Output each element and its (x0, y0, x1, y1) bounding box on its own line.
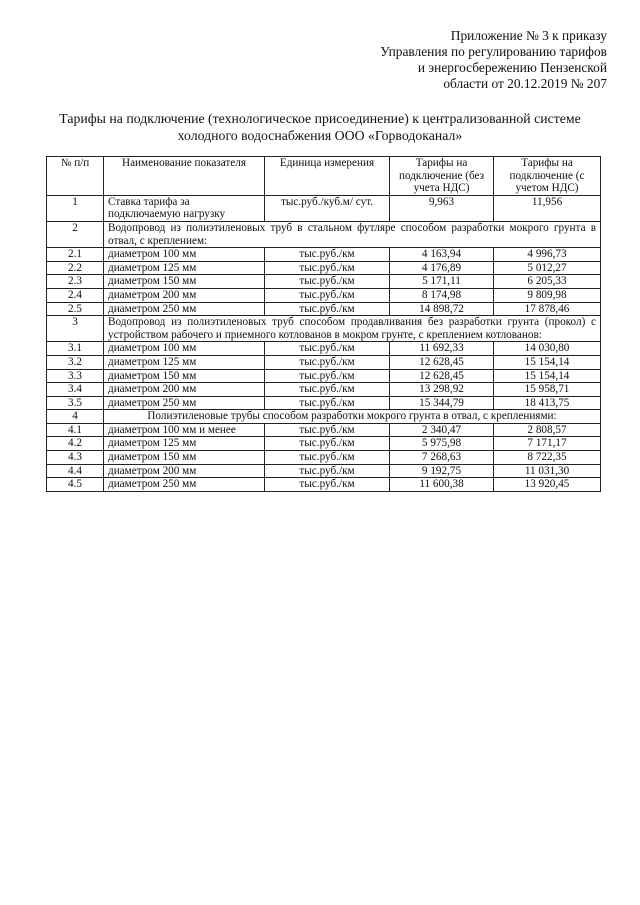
table-row (47, 195, 601, 221)
row-unit: тыс.руб./куб.м/ сут. (265, 195, 390, 221)
row-name: диаметром 125 мм (104, 261, 265, 275)
row-with-vat: 5 012,27 (494, 261, 601, 275)
row-unit: тыс.руб./км (265, 423, 390, 437)
group-title: Водопровод из полиэтиленовых труб в стальном футляре способом разработки мокрого грунта в отвал, с креплением: (104, 221, 601, 247)
row-num: 4.2 (47, 437, 104, 451)
appendix-line: и энергосбережению Пензенской (417, 60, 607, 75)
table-row (47, 423, 601, 437)
table-row (47, 342, 601, 356)
row-no-vat: 12 628,45 (390, 369, 494, 383)
group-num: 3 (47, 316, 104, 342)
row-unit: тыс.руб./км (265, 275, 390, 289)
table-row (47, 437, 601, 451)
row-no-vat: 11 692,33 (390, 342, 494, 356)
row-unit: тыс.руб./км (265, 396, 390, 410)
row-unit: тыс.руб./км (265, 451, 390, 465)
row-with-vat: 4 996,73 (494, 248, 601, 262)
row-name: диаметром 125 мм (104, 437, 265, 451)
header-unit: Единица измерения (265, 157, 390, 196)
row-name: диаметром 250 мм (104, 478, 265, 492)
table-row (47, 275, 601, 289)
group-title: Водопровод из полиэтиленовых труб способом продавливания без разработки грунта (прокол) с устройством рабочего и приемного котлованов в мокром грунте, с креплением котлованов: (104, 316, 601, 342)
group-row (47, 316, 601, 342)
row-num: 2.1 (47, 248, 104, 262)
table-row (47, 288, 601, 302)
row-with-vat: 15 154,14 (494, 369, 601, 383)
table-row (47, 396, 601, 410)
table-row (47, 369, 601, 383)
row-no-vat: 2 340,47 (390, 423, 494, 437)
row-with-vat: 6 205,33 (494, 275, 601, 289)
row-no-vat: 15 344,79 (390, 396, 494, 410)
row-no-vat: 4 163,94 (390, 248, 494, 262)
table-row (47, 302, 601, 316)
row-with-vat: 15 958,71 (494, 383, 601, 397)
row-num: 3.4 (47, 383, 104, 397)
row-with-vat: 15 154,14 (494, 355, 601, 369)
row-no-vat: 13 298,92 (390, 383, 494, 397)
appendix-line: Приложение № 3 к приказу (450, 28, 607, 43)
row-no-vat: 9,963 (390, 195, 494, 221)
row-name: диаметром 250 мм (104, 396, 265, 410)
row-num: 3.3 (47, 369, 104, 383)
row-with-vat: 18 413,75 (494, 396, 601, 410)
table-row (47, 451, 601, 465)
row-name: диаметром 100 мм (104, 342, 265, 356)
row-unit: тыс.руб./км (265, 464, 390, 478)
group-row (47, 221, 601, 247)
row-no-vat: 9 192,75 (390, 464, 494, 478)
row-unit: тыс.руб./км (265, 355, 390, 369)
row-unit: тыс.руб./км (265, 342, 390, 356)
row-unit: тыс.руб./км (265, 302, 390, 316)
row-num: 1 (47, 195, 104, 221)
row-with-vat: 2 808,57 (494, 423, 601, 437)
row-name: Ставка тарифа за подключаемую нагрузку (104, 195, 265, 221)
header-name: Наименование показателя (104, 157, 265, 196)
title-line-2: холодного водоснабжения ООО «Горводоканал» (177, 128, 463, 143)
row-name: диаметром 200 мм (104, 464, 265, 478)
row-unit: тыс.руб./км (265, 383, 390, 397)
row-name: диаметром 200 мм (104, 288, 265, 302)
row-with-vat: 13 920,45 (494, 478, 601, 492)
tariffs-table (46, 156, 601, 492)
row-num: 4.3 (47, 451, 104, 465)
row-unit: тыс.руб./км (265, 437, 390, 451)
row-no-vat: 14 898,72 (390, 302, 494, 316)
row-no-vat: 5 975,98 (390, 437, 494, 451)
row-unit: тыс.руб./км (265, 369, 390, 383)
group-title: Полиэтиленовые трубы способом разработки мокрого грунта в отвал, с креплениями: (104, 410, 601, 424)
row-no-vat: 8 174,98 (390, 288, 494, 302)
table-row (47, 478, 601, 492)
row-with-vat: 8 722,35 (494, 451, 601, 465)
header-no-vat: Тарифы на подключение (без учета НДС) (390, 157, 494, 196)
row-unit: тыс.руб./км (265, 288, 390, 302)
row-name: диаметром 150 мм (104, 369, 265, 383)
appendix-line: Управления по регулированию тарифов (380, 44, 607, 59)
row-no-vat: 12 628,45 (390, 355, 494, 369)
group-num: 2 (47, 221, 104, 247)
row-num: 2.5 (47, 302, 104, 316)
row-num: 2.2 (47, 261, 104, 275)
table-row (47, 464, 601, 478)
group-num: 4 (47, 410, 104, 424)
row-no-vat: 4 176,89 (390, 261, 494, 275)
row-num: 4.4 (47, 464, 104, 478)
table-row (47, 383, 601, 397)
table-row (47, 248, 601, 262)
row-name: диаметром 200 мм (104, 383, 265, 397)
row-name: диаметром 250 мм (104, 302, 265, 316)
row-with-vat: 17 878,46 (494, 302, 601, 316)
row-with-vat: 7 171,17 (494, 437, 601, 451)
row-num: 2.4 (47, 288, 104, 302)
row-unit: тыс.руб./км (265, 248, 390, 262)
row-num: 4.1 (47, 423, 104, 437)
appendix-note (287, 28, 607, 92)
row-num: 2.3 (47, 275, 104, 289)
row-name: диаметром 150 мм (104, 275, 265, 289)
row-num: 3.5 (47, 396, 104, 410)
header-with-vat: Тарифы на подключение (с учетом НДС) (494, 157, 601, 196)
row-no-vat: 11 600,38 (390, 478, 494, 492)
table-header-row (47, 157, 601, 196)
row-with-vat: 11 031,30 (494, 464, 601, 478)
row-name: диаметром 100 мм (104, 248, 265, 262)
row-name: диаметром 125 мм (104, 355, 265, 369)
row-no-vat: 5 171,11 (390, 275, 494, 289)
row-num: 4.5 (47, 478, 104, 492)
row-num: 3.1 (47, 342, 104, 356)
document-title (40, 110, 600, 144)
group-row (47, 410, 601, 424)
row-unit: тыс.руб./км (265, 261, 390, 275)
row-unit: тыс.руб./км (265, 478, 390, 492)
header-num: № п/п (47, 157, 104, 196)
row-with-vat: 11,956 (494, 195, 601, 221)
table-row (47, 261, 601, 275)
row-with-vat: 14 030,80 (494, 342, 601, 356)
row-with-vat: 9 809,98 (494, 288, 601, 302)
row-num: 3.2 (47, 355, 104, 369)
row-name: диаметром 150 мм (104, 451, 265, 465)
row-name: диаметром 100 мм и менее (104, 423, 265, 437)
row-no-vat: 7 268,63 (390, 451, 494, 465)
table-row (47, 355, 601, 369)
appendix-line: области от 20.12.2019 № 207 (443, 76, 607, 91)
title-line-1: Тарифы на подключение (технологическое присоединение) к централизованной системе (59, 111, 581, 126)
